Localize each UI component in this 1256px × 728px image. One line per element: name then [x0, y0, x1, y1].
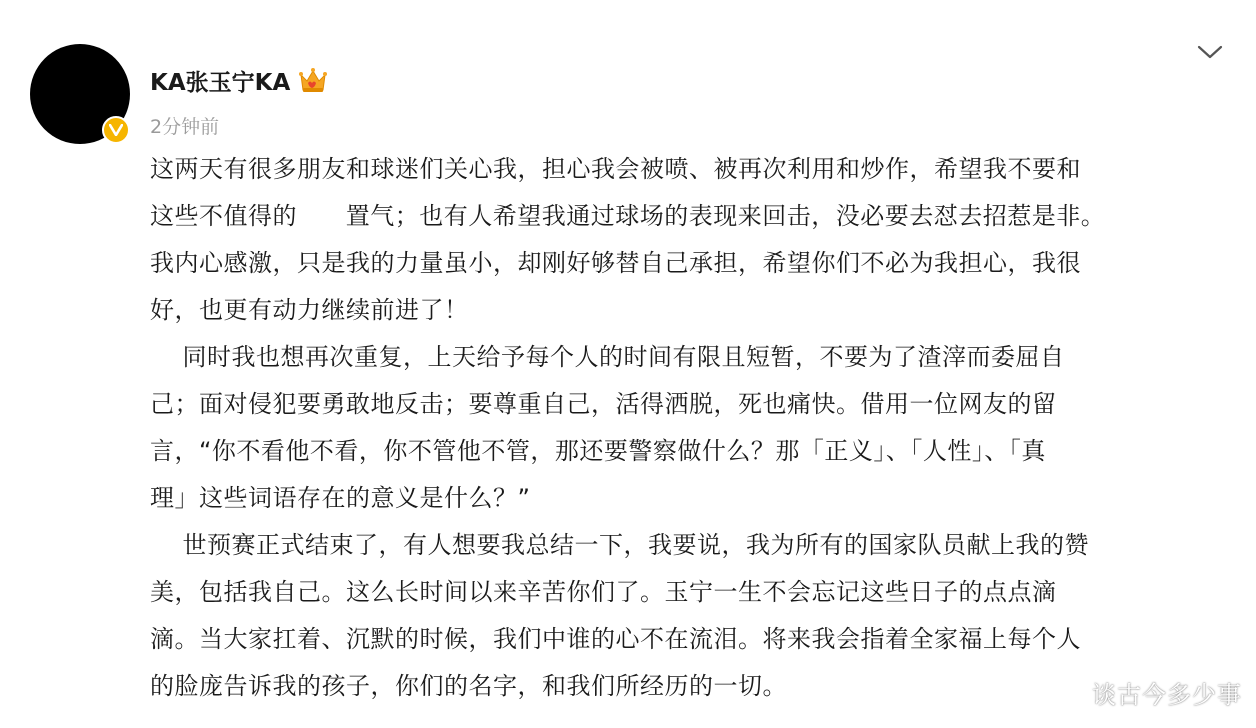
- post-content: [150, 146, 1230, 710]
- post-text-line: 好，也更有动力继续前进了！: [150, 296, 469, 324]
- post-timestamp: 2分钟前: [150, 116, 220, 138]
- post-text-line: 这两天有很多朋友和球迷们关心我，担心我会被喷、被再次利用和炒作，希望我不要和: [150, 155, 1081, 183]
- username-row: [150, 62, 328, 98]
- post-text-line: 理」这些词语存在的意义是什么？”: [150, 484, 531, 512]
- post-text-line: 的脸庞告诉我的孩子，你们的名字，和我们所经历的一切。: [150, 672, 787, 700]
- post-text-line: 同时我也想再次重复，上天给予每个人的时间有限且短暂，不要为了渣滓而委屈自: [150, 343, 1065, 371]
- post-text-line: 这些不值得的 置气；也有人希望我通过球场的表现来回击，没必要去怼去招惹是非。: [150, 202, 1106, 230]
- watermark: 谈古今多少事: [1092, 681, 1242, 709]
- post-text-line: 美，包括我自己。这么长时间以来辛苦你们了。玉宁一生不会忘记这些日子的点点滴: [150, 578, 1057, 606]
- verified-badge-icon: [102, 116, 130, 144]
- post-text-line: 世预赛正式结束了，有人想要我总结一下，我要说，我为所有的国家队员献上我的赞: [150, 531, 1090, 559]
- post-text-line: 言，“你不看他不看，你不管他不管，那还要警察做什么？那「正义」、「人性」、「真: [150, 437, 1046, 465]
- username[interactable]: KA张玉宁KA: [150, 69, 291, 96]
- chevron-down-icon[interactable]: [1195, 42, 1225, 62]
- post-text-line: 滴。当大家扛着、沉默的时候，我们中谁的心不在流泪。将来我会指着全家福上每个人: [150, 625, 1081, 653]
- post-text-line: 我内心感激，只是我的力量虽小，却刚好够替自己承担，希望你们不必为我担心，我很: [150, 249, 1081, 277]
- crown-icon: [298, 66, 328, 94]
- post-text-line: 己；面对侵犯要勇敢地反击；要尊重自己，活得洒脱，死也痛快。借用一位网友的留: [150, 390, 1057, 418]
